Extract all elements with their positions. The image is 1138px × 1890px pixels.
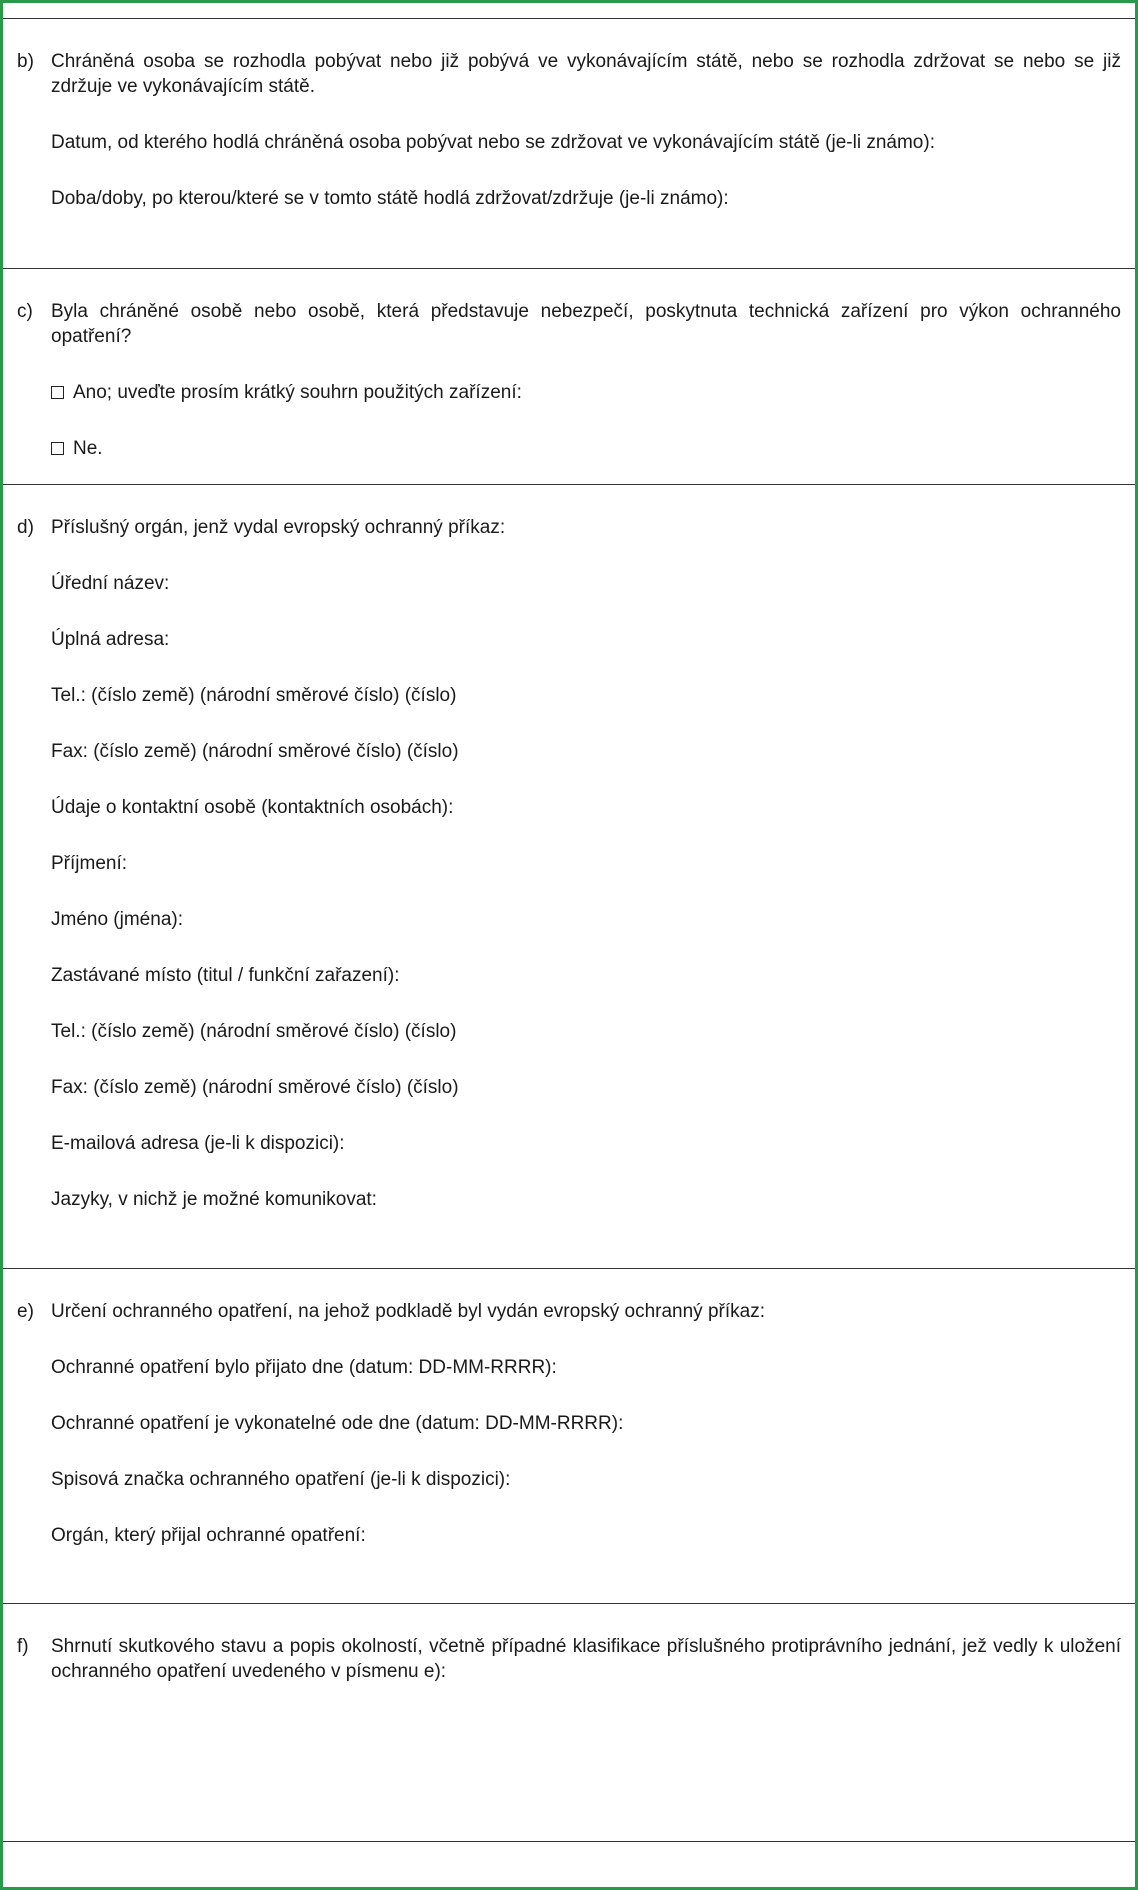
position-field: Zastávané místo (titul / funkční zařazení): xyxy=(51,965,400,986)
checkbox-no[interactable] xyxy=(51,442,64,455)
surname-field: Příjmení: xyxy=(51,853,128,874)
section-b xyxy=(3,19,1135,269)
languages-field: Jazyky, v nichž je možné komunikovat: xyxy=(51,1189,377,1210)
option-yes[interactable] xyxy=(51,380,1121,405)
email-field: E-mailová adresa (je-li k dispozici): xyxy=(51,1133,345,1154)
contact-fax-field: Fax: (číslo země) (národní směrové číslo) (číslo) xyxy=(51,1077,459,1098)
stay-duration-field: Doba/doby, po kterou/které se v tomto státě hodlá zdržovat/zdržuje (je-li známo): xyxy=(51,188,729,209)
contact-person-heading: Údaje o kontaktní osobě (kontaktních osobách): xyxy=(51,797,454,818)
section-d xyxy=(3,485,1135,1269)
first-name-field: Jméno (jména): xyxy=(51,909,183,930)
section-e xyxy=(3,1269,1135,1604)
fax-field: Fax: (číslo země) (národní směrové číslo) (číslo) xyxy=(51,741,459,762)
adopted-date-field: Ochranné opatření bylo přijato dne (datum: DD-MM-RRRR): xyxy=(51,1357,557,1378)
section-letter: c) xyxy=(17,301,33,322)
section-letter: b) xyxy=(17,51,34,72)
section-letter: f) xyxy=(17,1636,29,1657)
phone-field: Tel.: (číslo země) (národní směrové číslo) (číslo) xyxy=(51,685,457,706)
section-f xyxy=(3,1604,1135,1842)
adopting-authority-field: Orgán, který přijal ochranné opatření: xyxy=(51,1525,366,1546)
official-name-field: Úřední název: xyxy=(51,573,170,594)
form xyxy=(3,18,1135,1842)
enforceable-date-field: Ochranné opatření je vykonatelné ode dne (datum: DD-MM-RRRR): xyxy=(51,1413,624,1434)
section-d-intro: Příslušný orgán, jenž vydal evropský ochranný příkaz: xyxy=(51,517,506,538)
section-letter: d) xyxy=(17,517,34,538)
option-yes-label: Ano; uveďte prosím krátký souhrn použitých zařízení: xyxy=(73,382,522,403)
option-no[interactable] xyxy=(51,436,1121,461)
section-f-intro: Shrnutí skutkového stavu a popis okolností, včetně případné klasifikace příslušného protiprávního jednání, jež vedly k uložení ochranného opatření uvedeného v písmenu e): xyxy=(51,1636,1121,1682)
file-reference-field: Spisová značka ochranného opatření (je-li k dispozici): xyxy=(51,1469,511,1490)
checkbox-yes[interactable] xyxy=(51,386,64,399)
section-letter: e) xyxy=(17,1301,34,1322)
section-c xyxy=(3,269,1135,485)
full-address-field: Úplná adresa: xyxy=(51,629,170,650)
section-c-intro: Byla chráněné osobě nebo osobě, která představuje nebezpečí, poskytnuta technická zařízení pro výkon ochranného opatření? xyxy=(51,301,1121,347)
arrival-date-field: Datum, od kterého hodlá chráněná osoba pobývat nebo se zdržovat ve vykonávajícím státě (je-li známo): xyxy=(51,132,935,153)
section-b-intro: Chráněná osoba se rozhodla pobývat nebo již pobývá ve vykonávajícím státě, nebo se rozhodla zdržovat se nebo se již zdržuje ve vykonávajícím státě. xyxy=(51,51,1121,97)
section-e-intro: Určení ochranného opatření, na jehož podkladě byl vydán evropský ochranný příkaz: xyxy=(51,1301,765,1322)
option-no-label: Ne. xyxy=(73,438,103,459)
contact-phone-field: Tel.: (číslo země) (národní směrové číslo) (číslo) xyxy=(51,1021,457,1042)
